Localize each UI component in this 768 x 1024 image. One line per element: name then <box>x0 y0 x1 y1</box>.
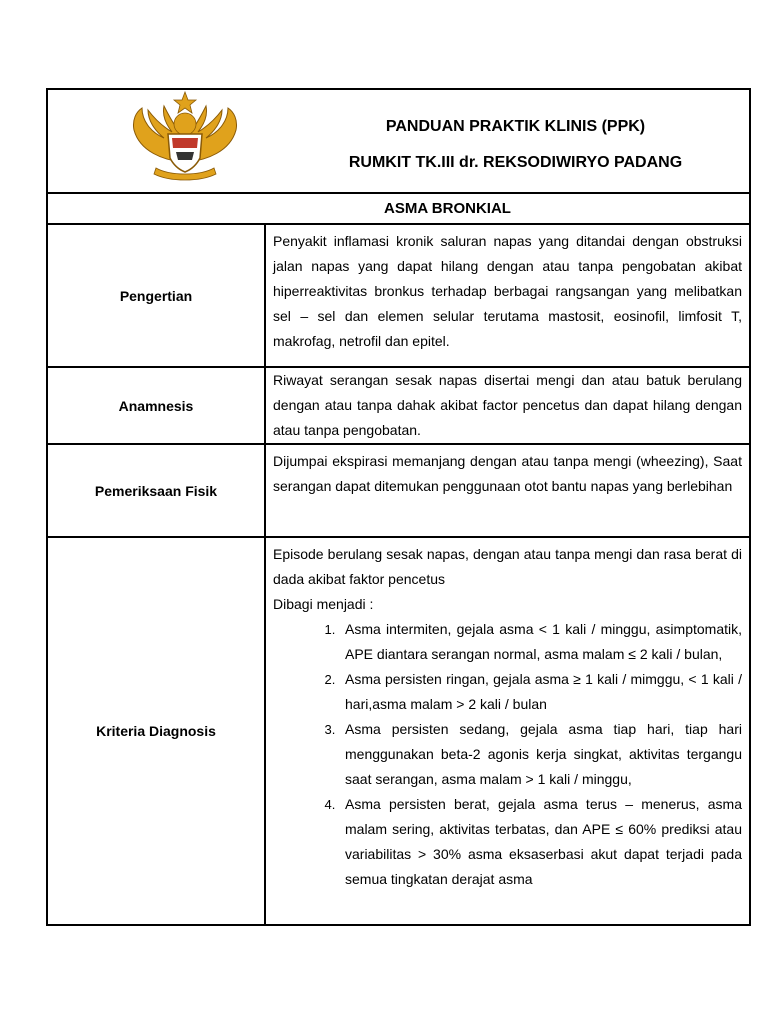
label-anamnesis: Anamnesis <box>48 368 266 443</box>
content-anamnesis <box>266 368 749 443</box>
label-pengertian: Pengertian <box>48 225 266 366</box>
list-item: 3. Asma persisten sedang, gejala asma tiap hari, tiap hari menggunakan beta-2 agonis kerja singkat, aktivitas tergangu saat serangan, asma malam > 1 kali / minggu, <box>339 717 742 792</box>
topic-title-bar <box>48 194 749 225</box>
row-pengertian <box>48 225 749 368</box>
hospital-name: RUMKIT TK.III dr. REKSODIWIRYO PADANG <box>348 154 683 171</box>
content-pengertian <box>266 225 749 366</box>
anamnesis-text: Riwayat serangan sesak napas disertai mengi dan atau batuk berulang dengan atau tanpa dahak akibat factor pencetus dan dapat hilang dengan atau tanpa pengobatan. <box>273 372 742 438</box>
list-item: 4. Asma persisten berat, gejala asma terus – menerus, asma malam sering, aktivitas terbatas, dan APE ≤ 60% prediksi atau variabilitas > 30% asma eksaserbasi akut dapat terjadi pada semua tingkatan derajat asma <box>339 792 742 892</box>
ppk-document <box>46 88 751 926</box>
list-item: 2. Asma persisten ringan, gejala asma ≥ 1 kali / mimggu, < 1 kali / hari,asma malam > 2 kali / bulan <box>339 667 742 717</box>
content-pemeriksaan-fisik <box>266 445 749 536</box>
row-pemeriksaan-fisik <box>48 445 749 538</box>
topic-title: ASMA BRONKIAL <box>384 200 511 217</box>
kriteria-list <box>273 617 742 892</box>
document-header <box>48 90 749 194</box>
kriteria-sub: Dibagi menjadi : <box>273 596 374 612</box>
document-title: PANDUAN PRAKTIK KLINIS (PPK) <box>385 118 646 135</box>
hospital-emblem-logo <box>124 90 246 188</box>
row-anamnesis <box>48 368 749 445</box>
pengertian-text: Penyakit inflamasi kronik saluran napas yang ditandai dengan obstruksi jalan napas yang dapat hilang dengan atau tanpa pengobatan akibat hiperreaktivitas bronkus terhadap berbagai rangsangan yang melibatkan sel – sel dan elemen selular terutama mastosit, eosinofil, limfosit T, makrofag, netrofil dan epitel. <box>273 233 742 349</box>
list-item: 1. Asma intermiten, gejala asma < 1 kali / minggu, asimptomatik, APE diantara serangan normal, asma malam ≤ 2 kali / bulan, <box>339 617 742 667</box>
row-kriteria-diagnosis <box>48 538 749 924</box>
content-kriteria-diagnosis <box>266 538 749 924</box>
label-pemeriksaan-fisik: Pemeriksaan Fisik <box>48 445 266 536</box>
label-kriteria-diagnosis: Kriteria Diagnosis <box>48 538 266 924</box>
kriteria-intro: Episode berulang sesak napas, dengan atau tanpa mengi dan rasa berat di dada akibat faktor pencetus <box>273 546 742 587</box>
pemeriksaan-text: Dijumpai ekspirasi memanjang dengan atau tanpa mengi (wheezing), Saat serangan dapat ditemukan penggunaan otot bantu napas yang berlebihan <box>273 453 742 494</box>
